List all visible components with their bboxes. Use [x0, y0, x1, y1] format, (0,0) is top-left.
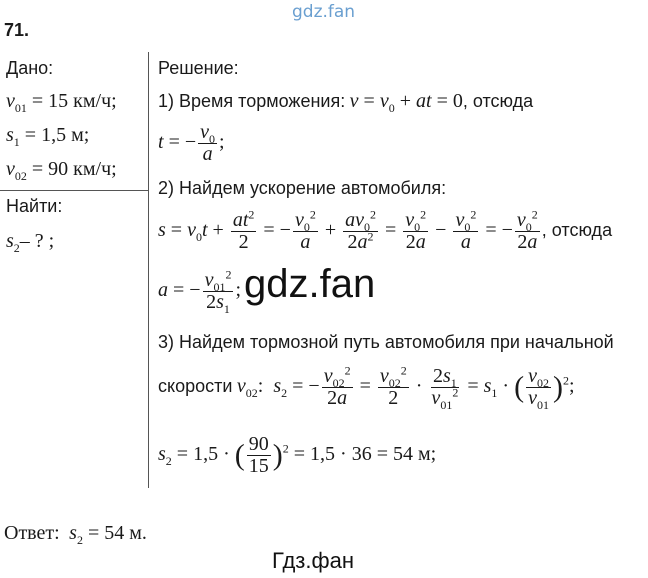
step2-formula: $s = v_0t$ + $\frac{at^2}{2}$ = − $\frac{v_0^2}{a}$ + $\frac{av_0^2}{2a^2}$ = $\frac{v_0^2}{2a}$ − $\frac{v_0^2}{a}$ = − $\frac{v_0^2}{2a}$ , отсюда: [158, 207, 613, 253]
acceleration-formula: a = − $\frac{v_{01}^2}{2s_1}$ ;: [158, 267, 242, 316]
final-formula: $s_2 = 1,5$ · ( $\frac{90}{15}$ )$^2$ = 1,5 · 36 = 54 м;: [158, 433, 437, 477]
find-label: Найти:: [6, 196, 63, 216]
problem-number: 71.: [4, 20, 30, 40]
watermark-top: gdz.fan: [292, 2, 356, 22]
answer-line: Ответ: $s_2 = 54$ м.: [4, 522, 147, 547]
horizontal-divider: [0, 190, 148, 191]
find-s2: $s_2-$ ? ;: [6, 230, 55, 255]
step1-line: 1) Время торможения: $v = v_0$ + at = 0, отсюда: [158, 90, 534, 115]
step3-formula: скорости $v_{02}$: $s_2$ = − $\frac{v_{02}^2}{2a}$ = $\frac{v_{02}^2}{2}$ · $\frac{2s_1}{v_{01}^2}$ = $s_1$ · ( $\frac{v_{02}}{v_{01}}$ )$^2$;: [158, 363, 575, 412]
step3-heading: 3) Найдем тормозной путь автомобиля при начальной: [158, 332, 614, 352]
given-v01: $v_{01} = 15$ км/ч;: [6, 90, 117, 115]
watermark-middle: gdz.fan: [244, 262, 376, 306]
watermark-bottom: Гдз.фан: [272, 548, 354, 573]
step2-heading: 2) Найдем ускорение автомобиля:: [158, 178, 447, 198]
given-v02: $v_{02} = 90$ км/ч;: [6, 158, 117, 183]
given-s1: $s_1 = 1,5$ м;: [6, 124, 90, 149]
vertical-divider: [148, 52, 149, 488]
step1-formula: t = − $\frac{v_0}{a}$ ;: [158, 121, 225, 165]
solution-label: Решение:: [158, 58, 239, 78]
given-label: Дано:: [6, 58, 54, 78]
